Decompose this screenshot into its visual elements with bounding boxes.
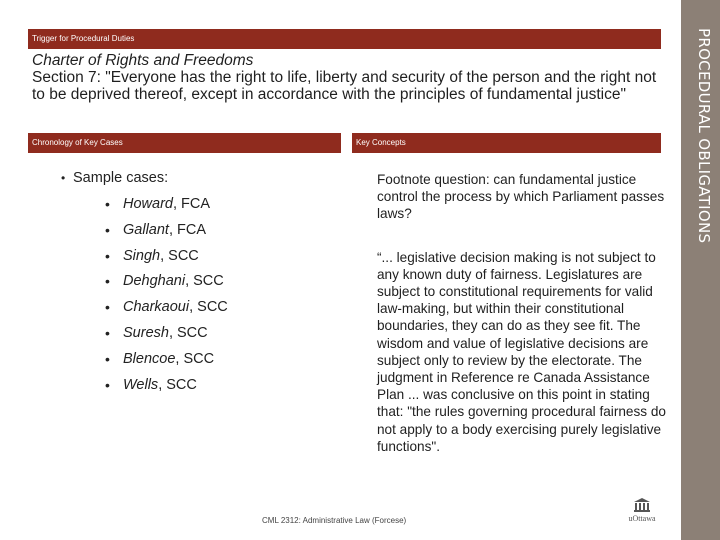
charter-section-text: Section 7: "Everyone has the right to life, liberty and security of the person and the right not to be deprived thereof, except in accordance with the principles of fundamental justice" (32, 69, 657, 103)
university-logo (624, 497, 660, 523)
case-name: Wells (123, 376, 159, 393)
case-court: , SCC (160, 247, 199, 264)
chronology-bar: Chronology of Key Cases (28, 133, 341, 153)
side-panel (681, 0, 720, 540)
side-title: PROCEDURAL OBLIGATIONS (695, 28, 713, 244)
charter-block (32, 52, 662, 103)
footer-course: CML 2312: Administrative Law (Forcese) (262, 516, 407, 525)
case-name: Howard (123, 196, 173, 212)
case-item (123, 246, 228, 272)
case-court: , SCC (185, 273, 224, 290)
case-court: , SCC (158, 376, 197, 393)
concept-quote: “... legislative decision making is not subject to any known duty of fairness. Legislatures are subject to constitutional requirements for valid law-making, but within their constitutional boundaries, they can do as they see fit. The wisdom and value of legislative decisions are subject only to review by the electorate. The judgment in Reference re Canada Assistance Plan ... was conclusive on this point in stating that: "the rules governing procedural fairness do not apply to a body exercising purely legislative functions". (377, 249, 666, 454)
case-name: Charkaoui (123, 299, 190, 316)
case-item (123, 349, 228, 375)
concept-question: Footnote question: can fundamental justice control the process by which Parliament passes laws? (377, 172, 665, 222)
case-item (123, 323, 228, 349)
key-concepts-text (377, 171, 667, 455)
case-item (123, 297, 228, 323)
cases-lead: • Sample cases: (73, 168, 228, 194)
charter-title: Charter of Rights and Freedoms (32, 52, 254, 69)
case-name: Suresh (123, 324, 169, 341)
case-name: Blencoe (123, 350, 176, 367)
key-concepts-bar: Key Concepts (352, 133, 661, 153)
case-court: , SCC (189, 299, 228, 316)
case-court: , SCC (168, 324, 208, 341)
case-name: Gallant (123, 221, 169, 238)
case-court: , SCC (175, 350, 215, 367)
case-name: Dehghani (123, 273, 186, 290)
cases-list-block (73, 168, 228, 400)
case-court: , FCA (168, 221, 207, 238)
logo-wordmark: uOttawa (628, 514, 656, 523)
case-item (123, 271, 228, 297)
case-court: , FCA (172, 196, 211, 212)
case-name: Singh (123, 247, 161, 264)
case-item (123, 194, 228, 220)
top-section-bar: Trigger for Procedural Duties (28, 29, 661, 49)
case-item (123, 375, 228, 401)
case-item (123, 220, 228, 246)
cases-list (73, 194, 228, 400)
building-icon (633, 497, 651, 513)
